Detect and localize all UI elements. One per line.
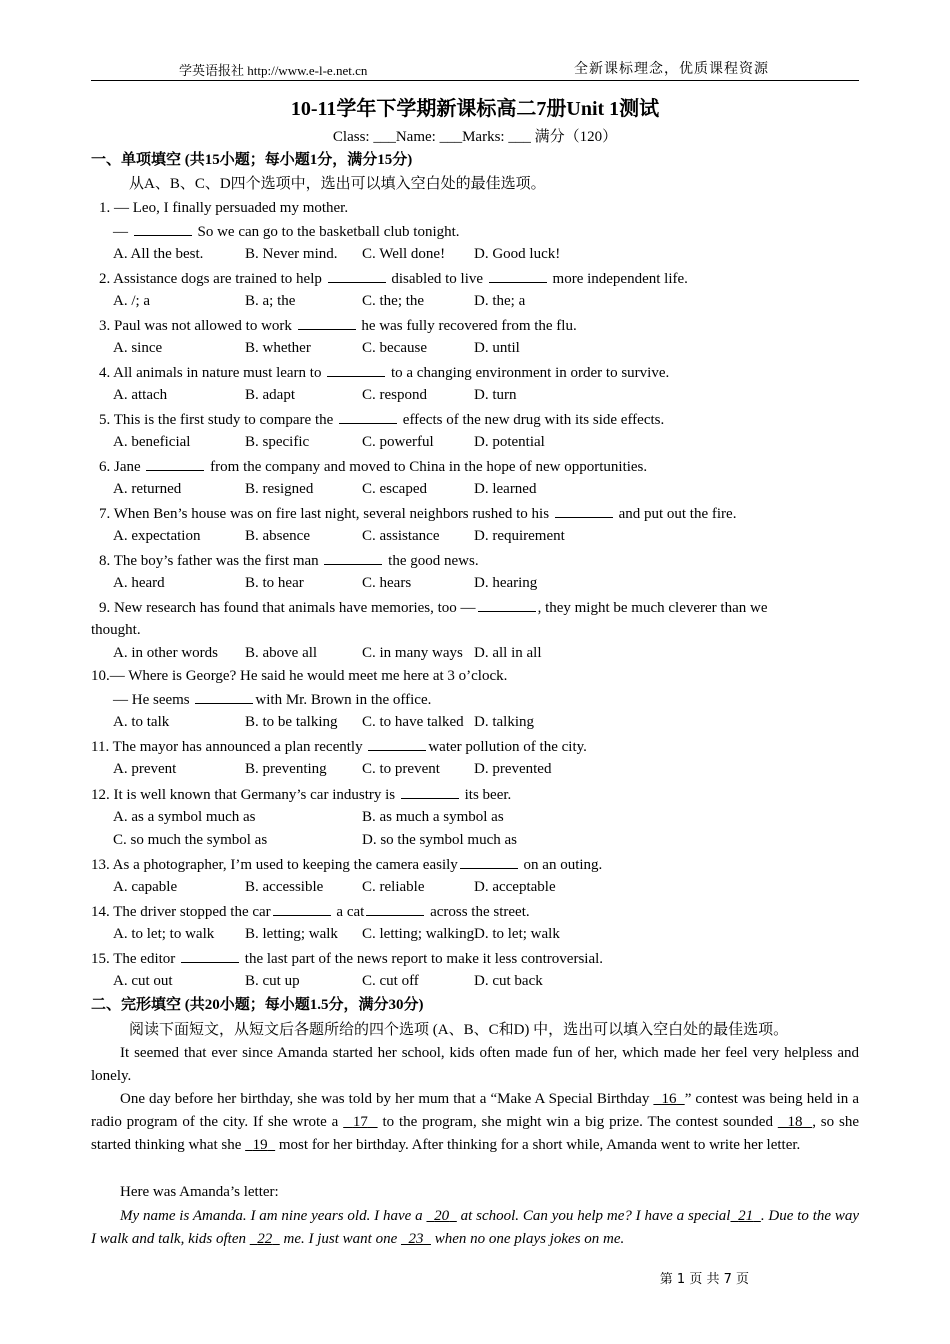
- header-left: 学英语报社 http://www.e-l-e.net.cn: [179, 63, 368, 78]
- stem-text: 9. New research has found that animals have memories, too —: [99, 600, 476, 616]
- answer-blank: [298, 315, 356, 330]
- stem-text: effects of the new drug with its side effects.: [399, 412, 665, 428]
- stem-text: water pollution of the city.: [428, 739, 587, 755]
- stem-text: — He seems: [113, 692, 194, 708]
- answer-option: B. adapt: [245, 387, 295, 403]
- answer-option: A. heard: [113, 575, 165, 591]
- answer-blank: [478, 597, 536, 612]
- question-stem: 10.— Where is George? He said he would meet me here at 3 o’clock.: [91, 668, 508, 684]
- answer-option: D. talking: [474, 714, 534, 730]
- question-stem: [99, 409, 664, 430]
- question-stem-continued: thought.: [91, 622, 141, 638]
- passage-paragraph-4: My name is Amanda. I am nine years old. I have a 20 at school. Can you help me? I have a special 21 . Due to the way I walk and talk, kids often 22 me. I just want one 23 when no one plays jokes on me.: [91, 1208, 860, 1247]
- answer-option: D. acceptable: [474, 879, 556, 895]
- stem-text: more independent life.: [548, 271, 688, 287]
- answer-option: B. as much a symbol as: [362, 809, 504, 825]
- answer-option: A. cut out: [113, 973, 173, 989]
- answer-option: C. because: [362, 340, 427, 356]
- answer-option: A. /; a: [113, 293, 151, 309]
- page-title: 10-11学年下学期新课标高二7册Unit 1测试: [290, 98, 660, 120]
- question-stem: [91, 901, 530, 922]
- answer-option: A. to talk: [113, 714, 170, 730]
- answer-blank: [366, 901, 424, 916]
- stem-text: 5. This is the first study to compare the: [99, 412, 338, 428]
- section1-heading: 一、单项填空 (共15小题；每小题1分，满分15分): [91, 152, 413, 168]
- answer-blank: [368, 736, 426, 751]
- answer-option: A. attach: [113, 387, 168, 403]
- answer-blank: [273, 901, 331, 916]
- answer-blank: [328, 268, 386, 283]
- answer-blank: [401, 784, 459, 799]
- stem-text: So we can go to the basketball club tonight.: [193, 224, 460, 240]
- stem-text: from the company and moved to China in the hope of new opportunities.: [206, 459, 648, 475]
- answer-option: C. to prevent: [362, 761, 440, 777]
- passage-paragraph-3: Here was Amanda’s letter:: [120, 1184, 279, 1200]
- answer-option: C. the; the: [362, 293, 425, 309]
- stem-text: he was fully recovered from the flu.: [357, 318, 577, 334]
- stem-text: 12. It is well known that Germany’s car industry is: [91, 787, 399, 803]
- answer-option: B. letting; walk: [245, 926, 338, 942]
- blank-23: 23: [408, 1231, 424, 1247]
- question-stem: [99, 456, 647, 477]
- stem-text: disabled to live: [387, 271, 487, 287]
- stem-text: 6. Jane: [99, 459, 145, 475]
- stem-text: the last part of the news report to make it less controversial.: [241, 951, 604, 967]
- answer-option: A. All the best.: [113, 246, 204, 262]
- passage-paragraph-1: It seemed that ever since Amanda started her school, kids often made fun of her, which made her feel very helpless and lonely.: [91, 1045, 859, 1084]
- blank-21: 21: [738, 1208, 754, 1224]
- answer-option: A. capable: [113, 879, 178, 895]
- question-stem: [99, 315, 577, 336]
- answer-blank: [324, 550, 382, 565]
- question-stem: [91, 784, 511, 805]
- answer-option: C. letting; walking: [362, 926, 475, 942]
- stem-text: 4. All animals in nature must learn to: [99, 365, 326, 381]
- answer-option: D. so the symbol much as: [362, 832, 517, 848]
- question-stem: [99, 550, 479, 571]
- answer-option: C. cut off: [362, 973, 419, 989]
- stem-text: and put out the fire.: [614, 506, 737, 522]
- answer-blank: [460, 854, 518, 869]
- section2-heading: 二、完形填空 (共20小题；每小题1.5分，满分30分): [91, 997, 424, 1013]
- answer-option: A. as a symbol much as: [113, 809, 256, 825]
- answer-option: A. since: [113, 340, 163, 356]
- answer-option: A. prevent: [113, 761, 177, 777]
- answer-option: A. beneficial: [113, 434, 191, 450]
- answer-blank: [134, 221, 192, 236]
- answer-option: D. cut back: [474, 973, 543, 989]
- question-stem: 1. — Leo, I finally persuaded my mother.: [99, 200, 349, 216]
- stem-text: the good news.: [384, 553, 479, 569]
- answer-option: C. assistance: [362, 528, 440, 544]
- stem-text: 11. The mayor has announced a plan recently: [91, 739, 367, 755]
- passage-paragraph-2: One day before her birthday, she was told by her mum that a “Make A Special Birthday 16 ” contest was being held in a radio program of the city. If she wrote a 17 to the program, she might win a big prize. The contest sounded 18 , so she started thinking what she 19 most for her birthday. After thinking for a short while, Amanda went to write her letter.: [91, 1091, 860, 1153]
- answer-blank: [327, 362, 385, 377]
- stem-text: with Mr. Brown in the office.: [255, 692, 432, 708]
- answer-option: D. requirement: [474, 528, 565, 544]
- answer-option: C. escaped: [362, 481, 427, 497]
- question-stem: [91, 736, 587, 757]
- answer-option: D. hearing: [474, 575, 538, 591]
- stem-text: , they might be much cleverer than we: [537, 600, 768, 616]
- answer-option: D. all in all: [474, 645, 542, 661]
- stem-text: a cat: [332, 904, 365, 920]
- stem-text: 8. The boy’s father was the first man: [99, 553, 323, 569]
- question-stem: [99, 268, 688, 289]
- answer-blank: [489, 268, 547, 283]
- answer-option: A. expectation: [113, 528, 201, 544]
- student-info-line: Class: ___Name: ___Marks: ___ 满分（120）: [332, 129, 618, 145]
- blank-20: 20: [434, 1208, 450, 1224]
- page-header: [91, 60, 859, 81]
- answer-option: B. specific: [245, 434, 310, 450]
- answer-option: C. respond: [362, 387, 427, 403]
- answer-option: D. turn: [474, 387, 517, 403]
- question-stem-reply: [113, 689, 431, 710]
- blank-16: 16: [661, 1091, 677, 1107]
- blank-18: 18: [787, 1114, 803, 1130]
- answer-blank: [555, 503, 613, 518]
- stem-text: to a changing environment in order to survive.: [387, 365, 670, 381]
- question-stem: [91, 948, 603, 969]
- stem-text: 2. Assistance dogs are trained to help: [99, 271, 326, 287]
- stem-text: 7. When Ben’s house was on fire last night, several neighbors rushed to his: [99, 506, 553, 522]
- question-stem-reply: [113, 221, 460, 242]
- blank-22: 22: [257, 1231, 273, 1247]
- answer-option: D. potential: [474, 434, 545, 450]
- answer-option: B. accessible: [245, 879, 324, 895]
- answer-option: D. Good luck!: [474, 246, 561, 262]
- header-right: 全新课标理念，优质课程资源: [574, 62, 769, 77]
- question-stem: [99, 597, 867, 618]
- answer-option: D. until: [474, 340, 520, 356]
- answer-option: B. a; the: [245, 293, 296, 309]
- question-stem: [91, 854, 602, 875]
- stem-text: 13. As a photographer, I’m used to keeping the camera easily: [91, 857, 458, 873]
- answer-option: D. to let; walk: [474, 926, 560, 942]
- answer-option: A. in other words: [113, 645, 218, 661]
- section1-instruction: 从A、B、C、D四个选项中，选出可以填入空白处的最佳选项。: [129, 176, 546, 192]
- answer-option: B. resigned: [245, 481, 314, 497]
- question-stem: [99, 362, 669, 383]
- answer-option: B. preventing: [245, 761, 327, 777]
- answer-option: B. cut up: [245, 973, 300, 989]
- answer-option: B. Never mind.: [245, 246, 338, 262]
- answer-option: A. to let; to walk: [113, 926, 215, 942]
- answer-option: C. powerful: [362, 434, 434, 450]
- answer-option: D. prevented: [474, 761, 552, 777]
- answer-option: C. hears: [362, 575, 412, 591]
- stem-text: 15. The editor: [91, 951, 180, 967]
- answer-option: B. whether: [245, 340, 311, 356]
- stem-text: across the street.: [426, 904, 530, 920]
- answer-option: B. to be talking: [245, 714, 338, 730]
- answer-option: C. to have talked: [362, 714, 464, 730]
- answer-option: B. absence: [245, 528, 310, 544]
- blank-19: 19: [252, 1137, 268, 1153]
- answer-option: B. above all: [245, 645, 318, 661]
- question-stem: [99, 503, 736, 524]
- answer-option: C. reliable: [362, 879, 425, 895]
- answer-blank: [195, 689, 253, 704]
- answer-option: D. learned: [474, 481, 537, 497]
- stem-text: 3. Paul was not allowed to work: [99, 318, 296, 334]
- answer-option: D. the; a: [474, 293, 526, 309]
- answer-option: C. in many ways: [362, 645, 463, 661]
- answer-option: B. to hear: [245, 575, 304, 591]
- answer-option: C. so much the symbol as: [113, 832, 268, 848]
- answer-blank: [146, 456, 204, 471]
- section2-instruction: 阅读下面短文，从短文后各题所给的四个选项 (A、B、C和D) 中，选出可以填入空白处的最佳选项。: [129, 1022, 789, 1038]
- answer-blank: [181, 948, 239, 963]
- answer-option: C. Well done!: [362, 246, 446, 262]
- stem-text: —: [113, 224, 132, 240]
- blank-17: 17: [352, 1114, 368, 1130]
- page-footer: 第 1 页 共 7 页: [659, 1272, 749, 1287]
- stem-text: on an outing.: [519, 857, 603, 873]
- stem-text: its beer.: [460, 787, 512, 803]
- answer-blank: [339, 409, 397, 424]
- answer-option: A. returned: [113, 481, 182, 497]
- stem-text: 14. The driver stopped the car: [91, 904, 271, 920]
